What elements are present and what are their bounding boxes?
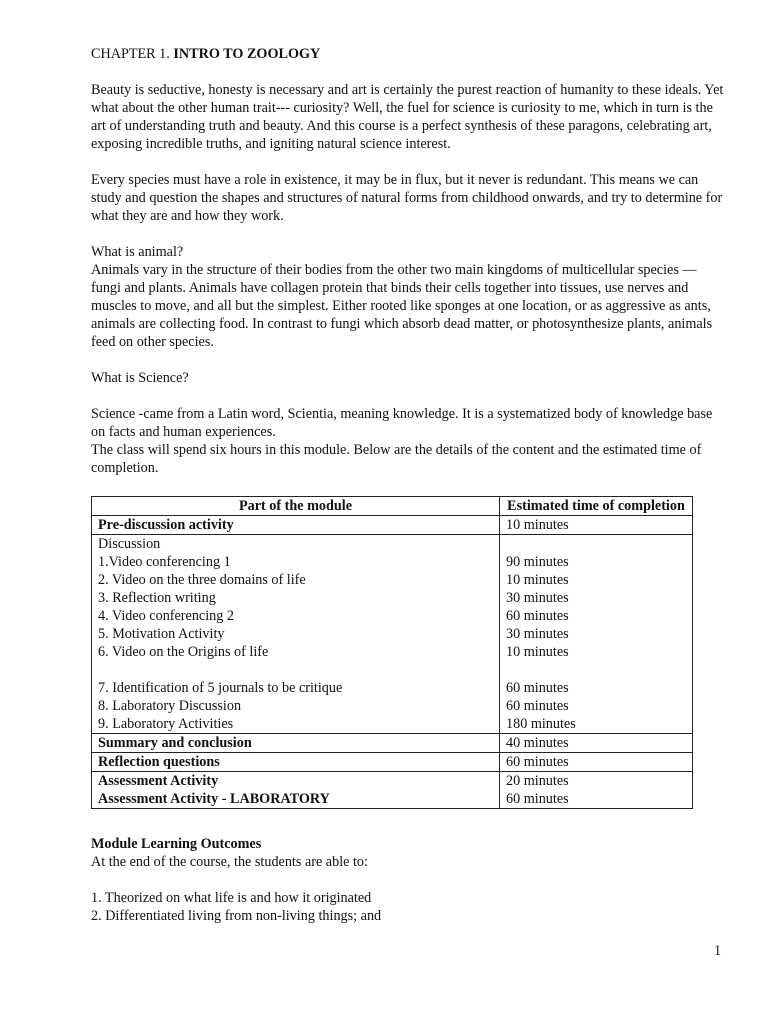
- species-paragraph: Every species must have a role in existence, it may be in flux, but it never is redundant. This means we can study and question the shapes and structures of natural forms from childhood onwards, and try to determine for what they are and how they work.: [91, 172, 723, 224]
- module-table: [91, 496, 693, 809]
- row-part: Summary and conclusion: [92, 734, 500, 753]
- list-item-time: 30 minutes: [506, 626, 569, 642]
- list-spacer: [98, 661, 493, 679]
- discussion-times: [500, 535, 693, 734]
- chapter-title: INTRO TO ZOOLOGY: [173, 46, 321, 62]
- assessment-parts: [92, 772, 500, 809]
- page-number: 1: [714, 943, 722, 959]
- science-heading: What is Science?: [91, 370, 189, 386]
- chapter-label: CHAPTER 1.: [91, 46, 170, 62]
- table-row: [92, 753, 693, 772]
- list-item: 1. Theorized on what life is and how it originated: [91, 890, 372, 906]
- discussion-heading: Discussion: [98, 536, 161, 552]
- list-item: 2. Video on the three domains of life: [98, 572, 306, 588]
- row-part: Pre-discussion activity: [92, 516, 500, 535]
- row-time: 40 minutes: [500, 734, 693, 753]
- table-row: [92, 516, 693, 535]
- row-time: 60 minutes: [500, 753, 693, 772]
- discussion-group-row: [92, 535, 693, 734]
- list-item: 5. Motivation Activity: [98, 626, 225, 642]
- list-item: 8. Laboratory Discussion: [98, 698, 242, 714]
- table-header-row: [92, 497, 693, 516]
- animal-heading: What is animal?: [91, 244, 184, 260]
- list-item: 3. Reflection writing: [98, 590, 216, 606]
- animal-paragraph: Animals vary in the structure of their bodies from the other two main kingdoms of multicellular species — fungi and plants. Animals have collagen protein that binds their cells together into tissues, use nerves and muscles to move, and all but the simplest. Either rooted like sponges at one location, or as aggressive as ants, animals are collecting food. In contrast to fungi which absorb dead matter, or photosynthesize plants, animals feed on other species.: [91, 262, 713, 350]
- list-item: 7. Identification of 5 journals to be critique: [98, 680, 343, 696]
- list-item-time: 10 minutes: [506, 644, 569, 660]
- table-row: [92, 772, 693, 809]
- list-item: 1.Video conferencing 1: [98, 554, 231, 570]
- row-part: Assessment Activity: [98, 773, 219, 789]
- list-item: 4. Video conferencing 2: [98, 608, 234, 624]
- page-content: [91, 45, 727, 925]
- discussion-parts: [92, 535, 500, 734]
- list-item-time: 60 minutes: [506, 608, 569, 624]
- row-time: 20 minutes: [506, 773, 569, 789]
- table-row: [92, 734, 693, 753]
- header-part: Part of the module: [92, 497, 500, 516]
- row-part: Reflection questions: [92, 753, 500, 772]
- list-item-time: 90 minutes: [506, 554, 569, 570]
- outcomes-intro: At the end of the course, the students are able to:: [91, 854, 368, 870]
- outcomes-title: Module Learning Outcomes: [91, 836, 262, 852]
- list-item-time: 30 minutes: [506, 590, 569, 606]
- list-spacer: [506, 661, 686, 679]
- class-time-paragraph: The class will spend six hours in this module. Below are the details of the content and the estimated time of completion.: [91, 442, 702, 476]
- row-part: Assessment Activity - LABORATORY: [98, 791, 330, 807]
- row-time: 60 minutes: [506, 791, 569, 807]
- assessment-times: [500, 772, 693, 809]
- intro-paragraph: Beauty is seductive, honesty is necessary and art is certainly the purest reaction of humanity to these ideals. Yet what about the other human trait--- curiosity? Well, the fuel for science is curiosity to me, which in turn is the art of understanding truth and beauty. And this course is a perfect synthesis of these paragons, celebrating art, exposing incredible truths, and igniting natural science interest.: [91, 82, 724, 152]
- list-item-time: 180 minutes: [506, 716, 576, 732]
- row-time: 10 minutes: [500, 516, 693, 535]
- chapter-heading: [91, 45, 727, 63]
- list-item-time: 10 minutes: [506, 572, 569, 588]
- header-time: Estimated time of completion: [500, 497, 693, 516]
- list-item-time: 60 minutes: [506, 680, 569, 696]
- list-item: 2. Differentiated living from non-living things; and: [91, 908, 382, 924]
- list-item-time: 60 minutes: [506, 698, 569, 714]
- list-item: 9. Laboratory Activities: [98, 716, 234, 732]
- science-paragraph: Science -came from a Latin word, Scientia, meaning knowledge. It is a systematized body of knowledge base on facts and human experiences.: [91, 406, 713, 440]
- list-item: 6. Video on the Origins of life: [98, 644, 269, 660]
